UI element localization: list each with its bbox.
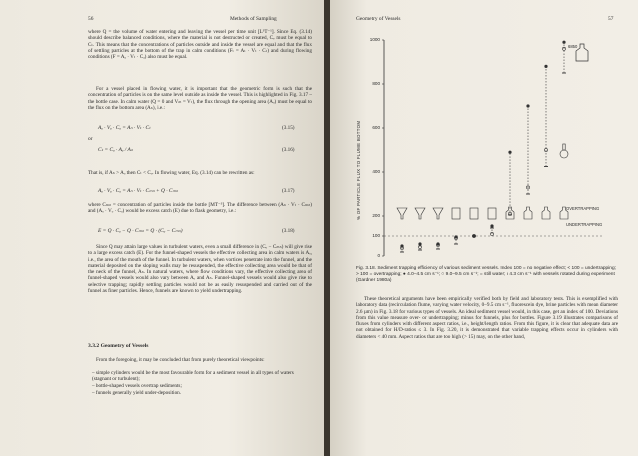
overtrapping-label: OVERTRAPPING	[566, 206, 600, 211]
paragraph: That is, if Aₙ > Aₒ then Cₜ < Cₒ. In flowing water, Eq. (3.14) can be rewritten as:	[88, 170, 255, 176]
bottle-vessel-icon	[542, 207, 550, 219]
y-tick-label: 1000	[369, 37, 380, 42]
page-number: 57	[608, 16, 614, 22]
data-point-filled	[490, 224, 493, 227]
y-tick-label: 600	[372, 125, 380, 130]
y-tick-label: 800	[372, 81, 380, 86]
figure-caption: Fig. 3.18. Sediment trapping efficiency of various sediment vessels. Index 100 = no negative effect; < 100 = undertrapping; > 100 = overtrapping; ● 4.0–4.5 cm s⁻¹; ○ 9.0–9.5 cm s⁻¹; = still water; ı 4.3 cm s⁻¹ with vessels rotated during experiment (Gardner 1980a)	[356, 266, 616, 283]
funnel-vessel-icon	[415, 208, 425, 219]
paragraph: where Q = the volume of water entering and leaving the vessel per time unit [L³T⁻¹]. Since Eq. (3.14) should describe balanced conditions, where the material is not destructed or created, Cᵥ must be equal to Cₜ. This means that the concentrations of particles outside and inside the vessel are equal and that the flux of settling particles at the bottom of the trap in calm conditions (Fₜ = Aₜ · Vₜ · Cₜ) and during flowing conditions (F = Aₐ · Vₜ · Cₐ) also must be equal.	[88, 29, 312, 61]
equation: Cₜ = Cₒ · Aₒ / Aₙ	[98, 147, 133, 153]
paragraph: Since Q may attain large values in turbulent waters, even a small difference in (Cₒ − Cₘₙ) will give rise to a large excess catch (E). For the funnel-shaped vessels the effective collecting area in calm waters is Aₒ, i.e., the area of the mouth of the funnel. In turbulent waters, when vortices penetrate into the funnel, and the material deposited on the sloping walls may be resuspended, the effective collecting area would be that of the neck of the funnel, Aₙ. In natural waters, where flow conditions vary, the effective collecting area of funnel-shaped vessels would also vary between Aₒ and Aₙ. Funnel-shaped vessels would also give rise to selective trapping; rapidly settling particles would not be as easily resuspended and carried out of the funnel as finer particles. Hence, funnels are known to yield undertrapping.	[88, 244, 312, 295]
bullet-item: – funnels generally yield under-deposition.	[92, 390, 182, 396]
figure-trapping-efficiency	[354, 30, 614, 260]
equation-number: (3.18)	[282, 228, 295, 234]
y-tick-label: 100	[372, 233, 380, 238]
cylinder-vessel-icon	[488, 208, 496, 219]
page-number: 56	[88, 16, 94, 22]
bottle-vessel-icon	[524, 207, 532, 219]
right-page	[330, 0, 638, 456]
funnel-vessel-icon	[397, 208, 407, 219]
y-tick-label: 200	[372, 213, 380, 218]
paragraph: From the foregoing, it may be concluded that from purely theoretical viewpoints:	[96, 357, 265, 363]
y-axis-label: % OF PARTICLE FLUX TO FLUME BOTTOM	[356, 120, 361, 220]
cylinder-vessel-icon	[470, 208, 478, 219]
cylinder-vessel-icon	[452, 208, 460, 219]
undertrapping-label: UNDERTRAPPING	[566, 222, 603, 227]
equation: Aₒ · Vₒ · Cₒ = Aₙ · Vₜ · Cₜ	[98, 125, 151, 131]
y-tick-label: 0	[377, 253, 380, 258]
flask-vessel-icon	[560, 150, 568, 158]
point-label-6850: 6850	[568, 44, 578, 49]
paragraph: For a vessel placed in flowing water, it is important that the geometric form is such that the concentration of particles is on the same level outside as inside the vessel. This is highlighted in Fig. 3.17 – the bottle case. In calm water (Q = 0 and Vₘ = Vₜ), the flux through the opening area (Aₒ) must be equal to the flux on the bottom area (Aₙ), i.e.:	[88, 86, 312, 111]
paragraph: These theoretical arguments have been empirically verified both by field and laboratory tests. This is exemplified with laboratory data (recirculation flume, varying water velocity, 0–9.5 cm s⁻¹, fluorescein dye, brine particles with mean diameter 2.6 µm) in Fig. 3.18 for various types of vessels. An ideal sediment vessel would, in this case, get an index of 100. Deviations from this value measure over- or undertrapping; minus for funnels, plus for bottles. Figure 3.19 illustrates comparisons of fluxes from cylinders with different aspect ratios, i.e., height/length ratios. From this figure, it is clear that adequate data are not obtained for H/D-ratios ≤ 3. In Fig. 3.20, it is demonstrated that variable trapping effects occur in cylinders with diameters < 40 mm. Aspect ratios that are too high (> 15) may, on the other hand,	[356, 296, 618, 340]
data-point-filled	[562, 41, 565, 44]
or-label: or	[88, 136, 93, 142]
bullet-item: – bottle-shaped vessels overtrap sediments;	[92, 383, 182, 389]
data-point-filled	[544, 65, 547, 68]
running-head: Methods of Sampling	[230, 16, 277, 22]
bullet-item: – simple cylinders would be the most favourable form for a sediment vessel in all types of waters (stagnant or turbulent);	[92, 370, 294, 383]
y-tick-label: 400	[372, 169, 380, 174]
bottle-vessel-icon	[576, 44, 588, 61]
equation-number: (3.16)	[282, 147, 295, 153]
running-head: Geometry of Vessels	[356, 16, 401, 22]
equation: Aₒ · Vₒ · Cₒ = Aₙ · Vₜ · Cₘₙ + Q · Cₘₙ	[98, 188, 179, 194]
equation-number: (3.15)	[282, 125, 295, 131]
section-heading: 3.3.2 Geometry of Vessels	[88, 343, 149, 349]
funnel-vessel-icon	[433, 208, 443, 219]
equation: E = Q · Cₒ − Q · Cₘₙ = Q · (Cₒ − Cₘₙ)	[98, 228, 183, 234]
data-point-filled	[526, 104, 529, 107]
flask-neck-icon	[563, 144, 565, 150]
data-point-filled	[508, 151, 511, 154]
equation-number: (3.17)	[282, 188, 295, 194]
paragraph: where Cₘₙ = concentration of particles inside the bottle [MT⁻³]. The difference between (Aₙ · Vₜ · Cₘₙ) and (Aₒ · Vₒ · Cₒ) would be excess catch (E) due to flask geometry, i.e.:	[88, 202, 312, 215]
